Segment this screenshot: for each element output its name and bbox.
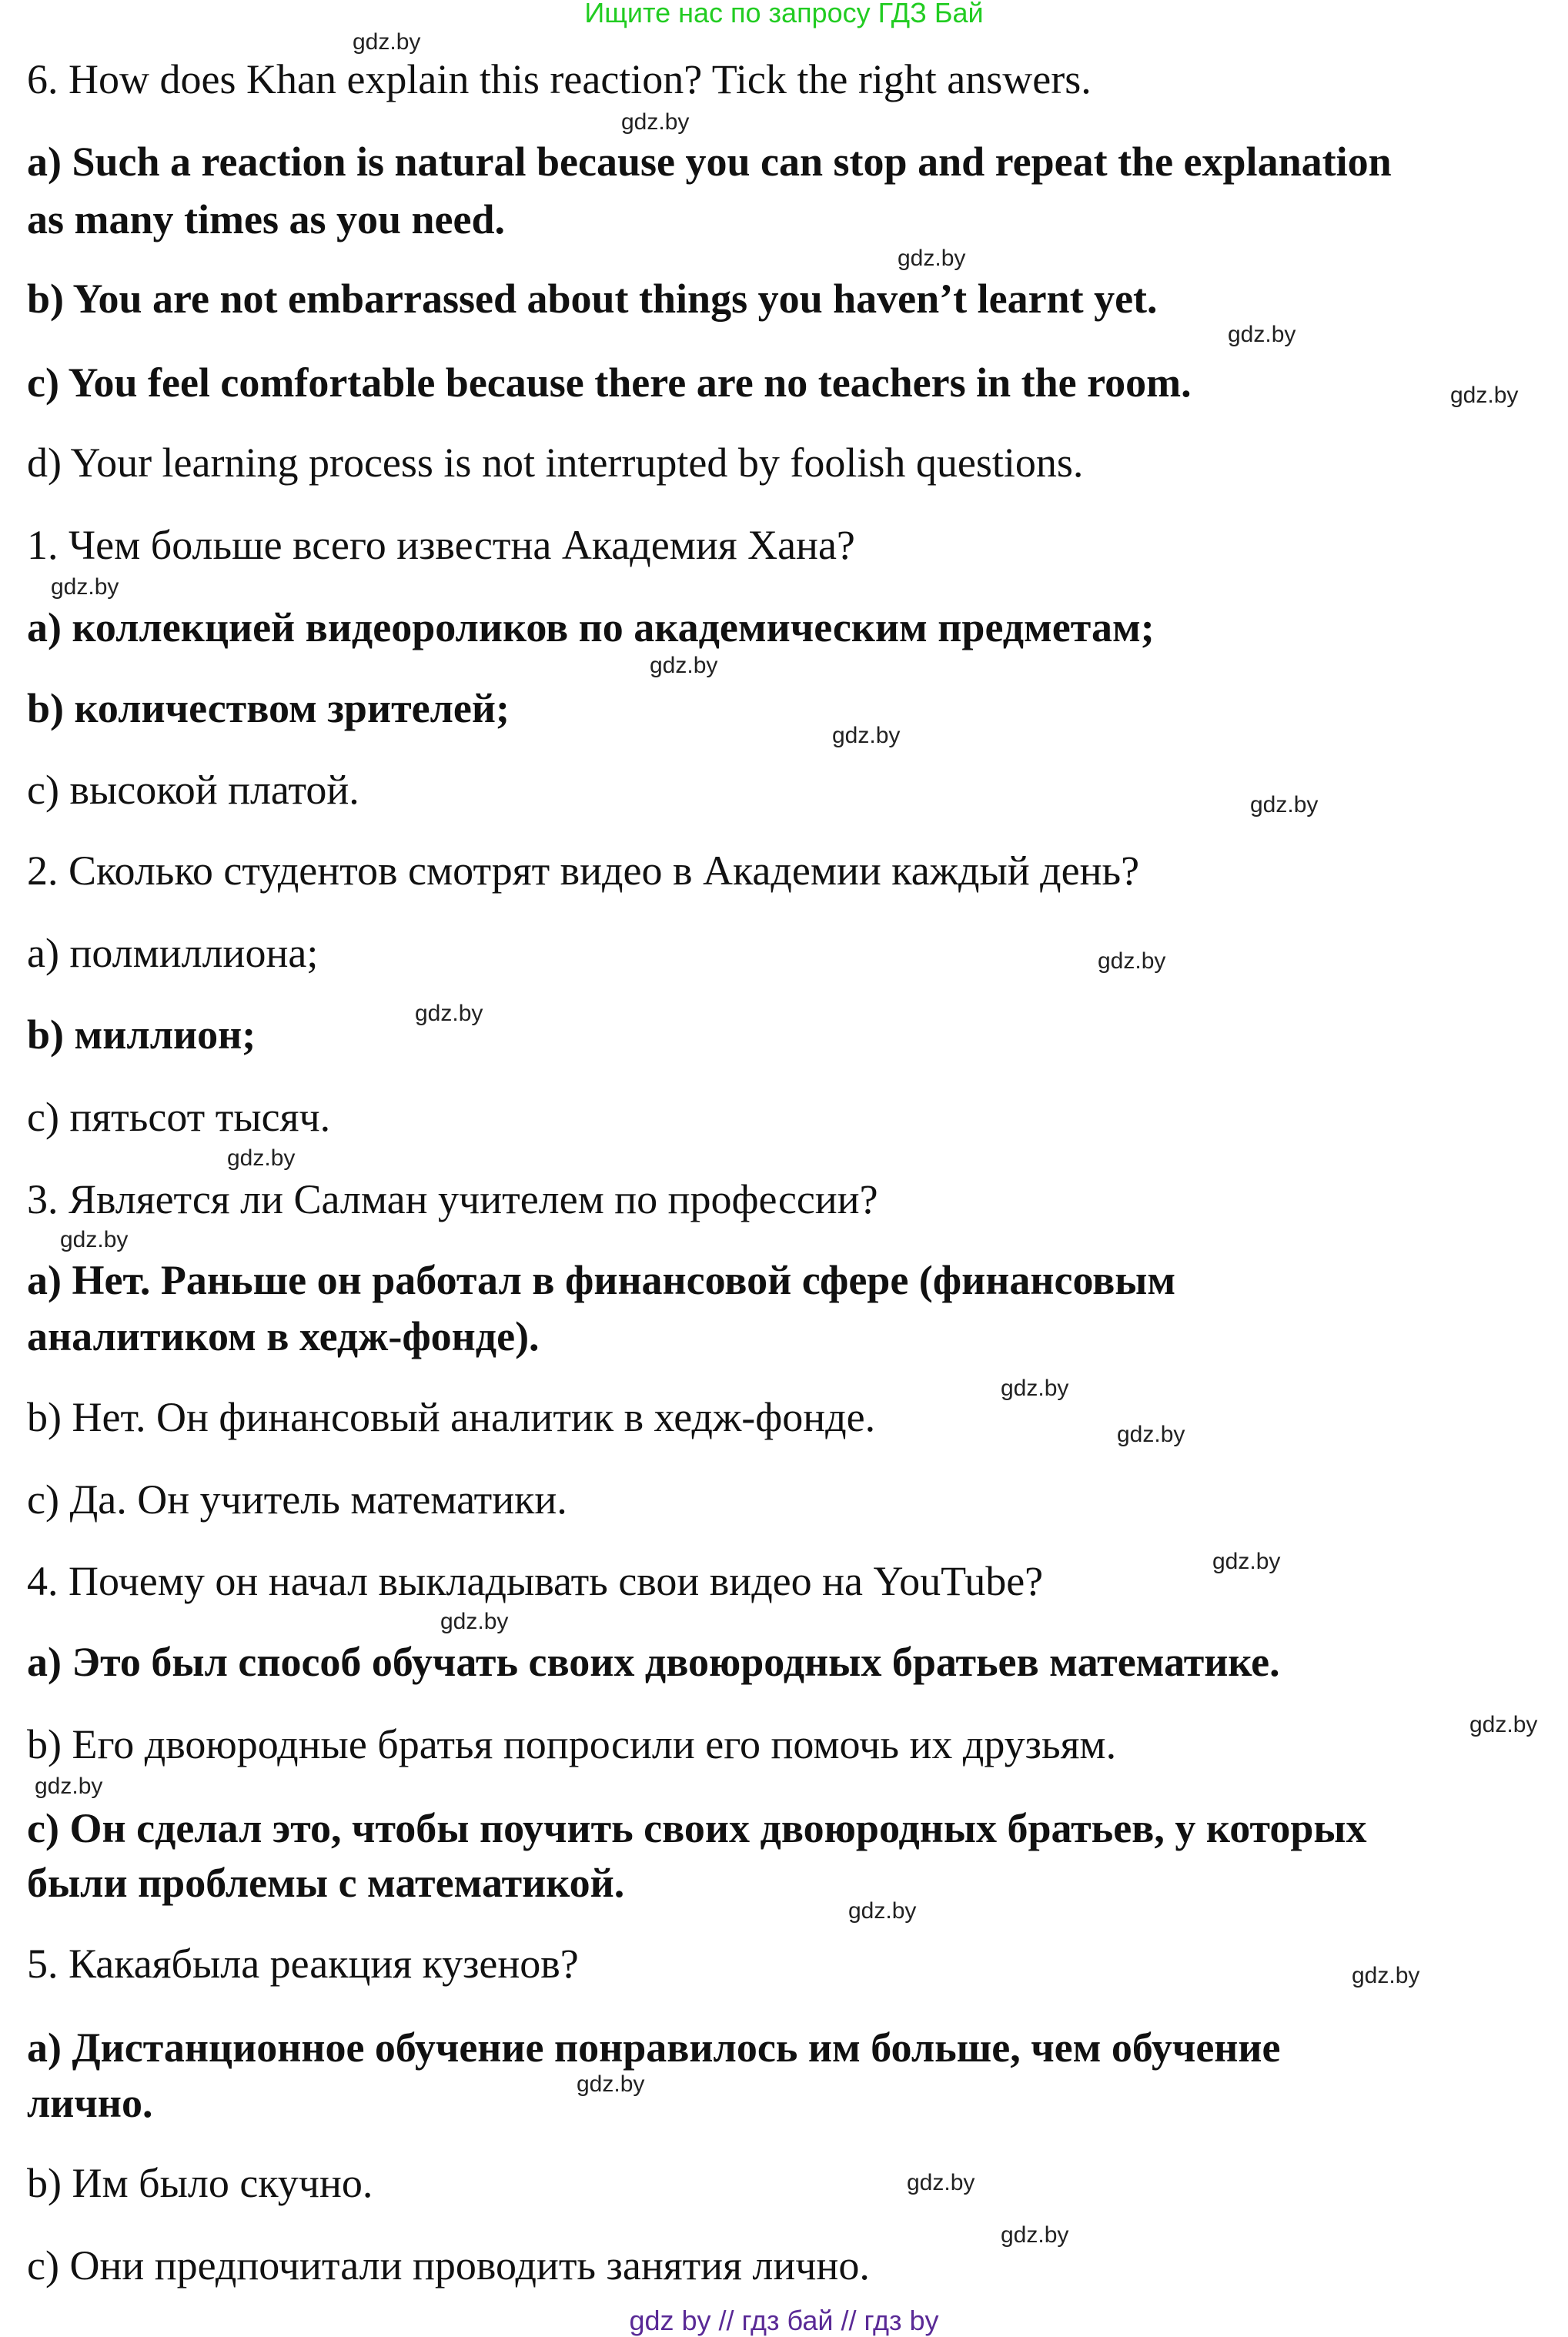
watermark: gdz.by — [1117, 1422, 1185, 1447]
answer-line-correct: a) Such a reaction is natural because you can stop and repeat the explanation — [27, 139, 1392, 185]
text-line: 2. Сколько студентов смотрят видео в Академии каждый день? — [27, 848, 1140, 894]
watermark: gdz.by — [1001, 2222, 1069, 2248]
answer-line-correct: a) коллекцией видеороликов по академическим предметам; — [27, 604, 1155, 650]
answer-line-correct: a) Это был способ обучать своих двоюродных братьев математике. — [27, 1639, 1280, 1685]
answer-line-correct: as many times as you need. — [27, 196, 506, 242]
watermark: gdz.by — [440, 1609, 509, 1634]
watermark: gdz.by — [1001, 1376, 1069, 1401]
text-line: c) пятьсот тысяч. — [27, 1094, 331, 1140]
watermark: gdz.by — [650, 653, 718, 678]
site-search-banner: Ищите нас по запросу ГДЗ Бай — [584, 0, 984, 28]
answer-line-correct: a) Нет. Раньше он работал в финансовой сфере (финансовым — [27, 1257, 1176, 1303]
answer-line-correct: a) Дистанционное обучение понравилось им больше, чем обучение — [27, 2024, 1281, 2071]
text-line: 1. Чем больше всего известна Академия Хана? — [27, 522, 855, 568]
watermark: gdz.by — [1450, 383, 1519, 408]
watermark: gdz.by — [1098, 948, 1166, 974]
answer-line-correct: b) миллион; — [27, 1011, 256, 1058]
watermark: gdz.by — [832, 723, 901, 748]
text-line: b) Его двоюродные братья попросили его помочь их друзьям. — [27, 1721, 1117, 1767]
text-line: 4. Почему он начал выкладывать свои видео на YouTube? — [27, 1558, 1044, 1604]
watermark: gdz.by — [1212, 1549, 1281, 1574]
footer-watermark-links: gdz by // гдз бай // гдз by — [629, 2305, 939, 2336]
text-line: 3. Является ли Салман учителем по профессии? — [27, 1176, 878, 1222]
watermark: gdz.by — [227, 1145, 296, 1171]
watermark: gdz.by — [621, 109, 690, 135]
answer-line-correct: c) You feel comfortable because there are no teachers in the room. — [27, 359, 1192, 406]
text-line: c) высокой платой. — [27, 767, 359, 813]
watermark: gdz.by — [898, 246, 966, 271]
watermark: gdz.by — [848, 1898, 917, 1924]
watermark: gdz.by — [1250, 792, 1319, 817]
answer-line-correct: b) You are not embarrassed about things you haven’t learnt yet. — [27, 276, 1158, 322]
watermark: gdz.by — [415, 1001, 483, 1026]
answer-line-correct: b) количеством зрителей; — [27, 685, 510, 731]
text-line: 6. How does Khan explain this reaction? Tick the right answers. — [27, 56, 1092, 102]
answer-line-correct: лично. — [27, 2080, 153, 2126]
text-line: c) Да. Он учитель математики. — [27, 1476, 567, 1523]
text-line: c) Они предпочитали проводить занятия лично. — [27, 2242, 870, 2289]
watermark: gdz.by — [577, 2071, 645, 2097]
text-line: a) полмиллиона; — [27, 930, 319, 976]
watermark: gdz.by — [907, 2170, 975, 2195]
watermark: gdz.by — [1352, 1963, 1420, 1988]
watermark: gdz.by — [1469, 1712, 1538, 1737]
text-line: b) Им было скучно. — [27, 2160, 373, 2206]
text-line: d) Your learning process is not interrupted by foolish questions. — [27, 440, 1084, 486]
watermark: gdz.by — [1228, 322, 1296, 347]
watermark: gdz.by — [51, 574, 119, 600]
answer-line-correct: аналитиком в хедж-фонде). — [27, 1313, 540, 1359]
answer-line-correct: c) Он сделал это, чтобы поучить своих двоюродных братьев, у которых — [27, 1805, 1367, 1851]
text-line: b) Нет. Он финансовый аналитик в хедж-фонде. — [27, 1394, 876, 1440]
answer-line-correct: были проблемы с математикой. — [27, 1860, 625, 1906]
watermark: gdz.by — [353, 29, 421, 55]
watermark: gdz.by — [60, 1227, 129, 1252]
watermark: gdz.by — [35, 1774, 103, 1799]
text-line: 5. Какаябыла реакция кузенов? — [27, 1941, 579, 1987]
